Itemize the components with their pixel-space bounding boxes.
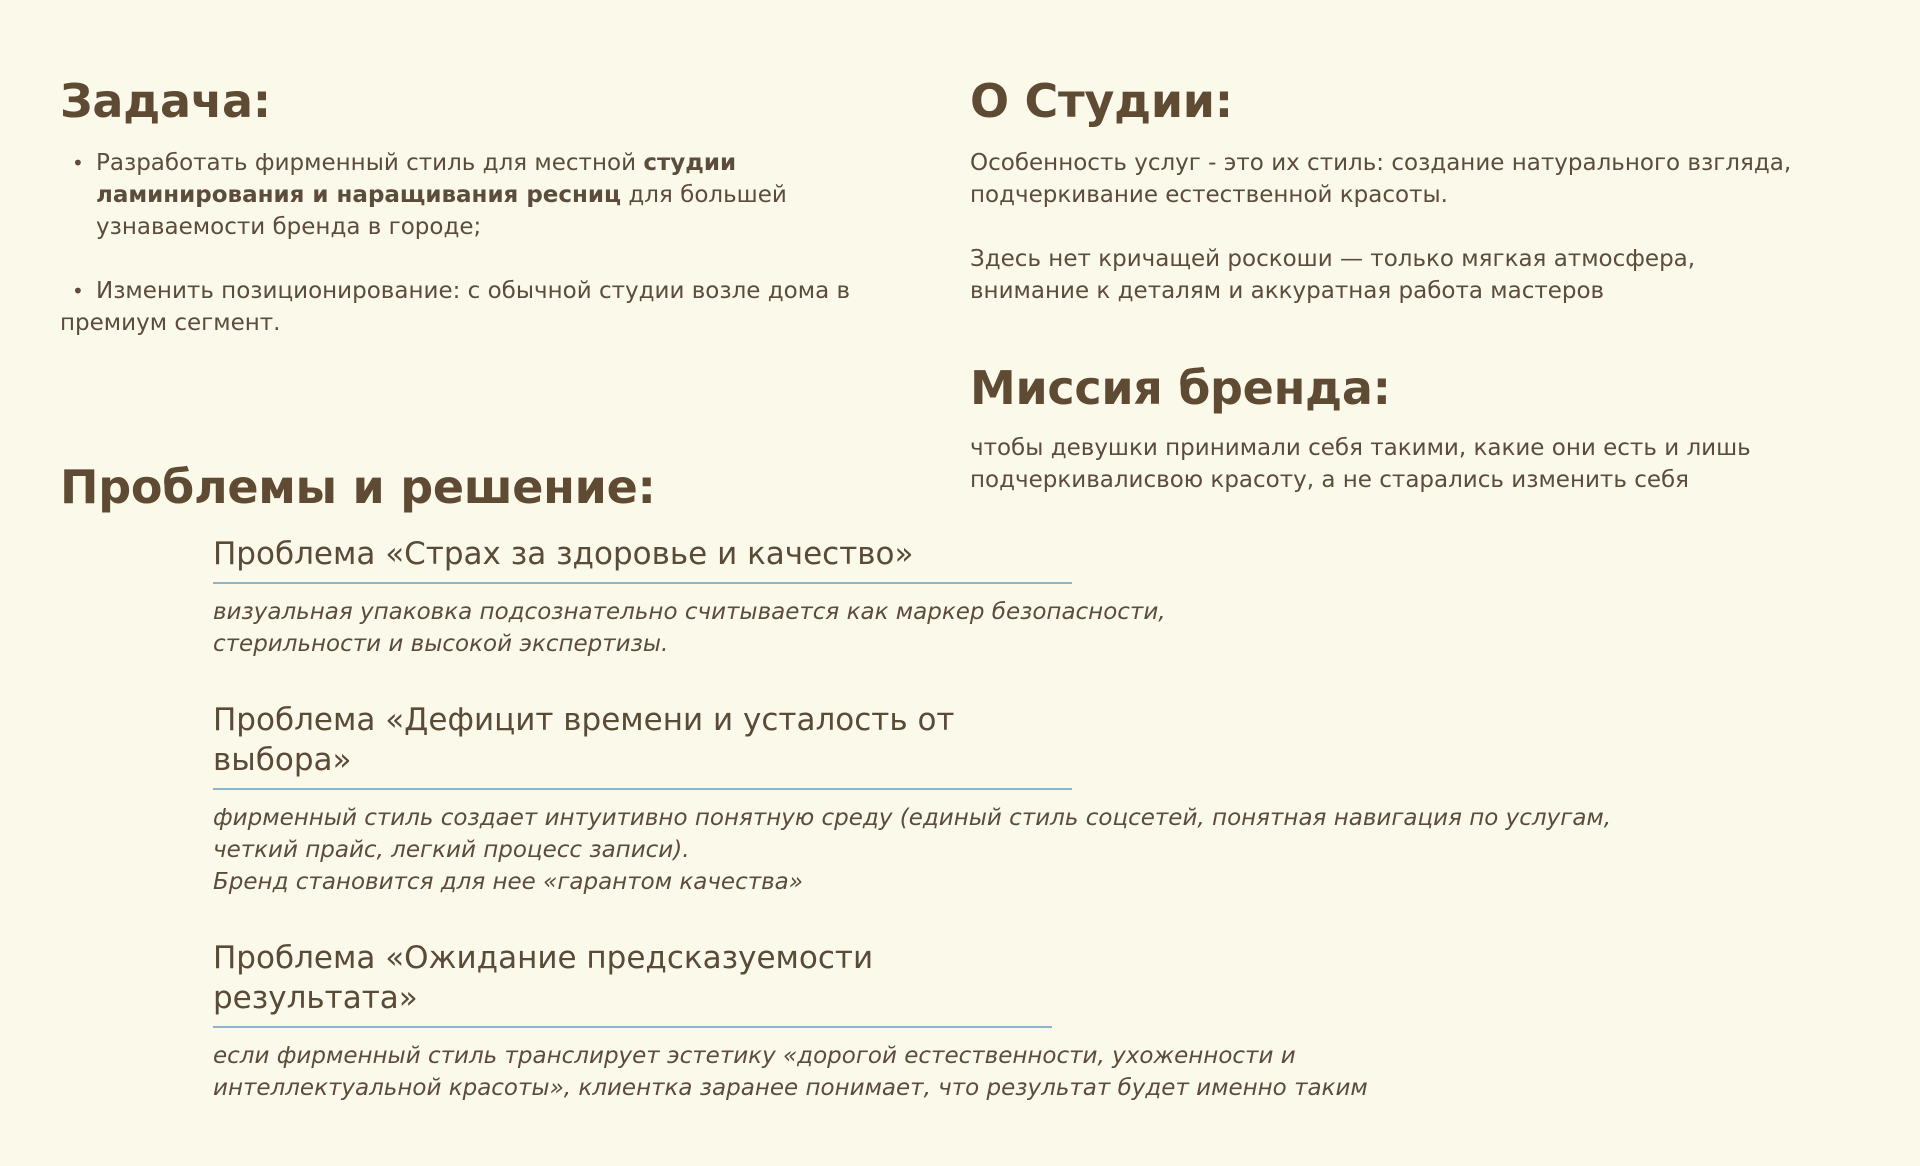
problem-solution-line: Бренд становится для нее «гарантом качества»	[213, 869, 803, 895]
task-bullet-1-bold: студии ламинирования и наращивания ресниц	[96, 149, 737, 208]
problem-item	[213, 700, 1713, 898]
mission-text: чтобы девушки принимали себя такими, какие они есть и лишь подчеркивалисвою красоту, а не старались изменить себя	[970, 434, 1751, 493]
bullet-dot-icon: •	[72, 278, 84, 303]
task-bullet-1	[60, 147, 856, 243]
mission-section	[970, 363, 1870, 496]
problem-solution	[213, 596, 1713, 660]
about-heading: О Студии:	[970, 74, 1233, 128]
task-section	[60, 76, 900, 339]
task-bullet-2-text: Изменить позиционирование: с обычной студии возле дома в премиум сегмент.	[60, 277, 851, 336]
problem-solution	[213, 1040, 1713, 1104]
problem-solution-line: фирменный стиль создает интуитивно понятную среду (единый стиль соцсетей, понятная навигация по услугам,	[213, 805, 1612, 831]
about-paragraph-2: Здесь нет кричащей роскоши — только мягкая атмосфера, внимание к деталям и аккуратная работа мастеров	[970, 245, 1696, 304]
problem-solution-line: стерильности и высокой экспертизы.	[213, 631, 669, 657]
task-bullet-1-text-end: для большей узнаваемости бренда в городе;	[96, 181, 787, 240]
problem-solution-line: четкий прайс, легкий процесс записи).	[213, 837, 690, 863]
problem-solution-line: визуальная упаковка подсознательно считывается как маркер безопасности,	[213, 599, 1166, 625]
about-section	[970, 76, 1870, 307]
problems-list	[213, 534, 1713, 1144]
mission-heading: Миссия бренда:	[970, 361, 1391, 415]
about-paragraph-1: Особенность услуг - это их стиль: создание натурального взгляда, подчеркивание естественной красоты.	[970, 149, 1792, 208]
problems-heading: Проблемы и решение:	[60, 460, 656, 514]
problem-item	[213, 938, 1713, 1104]
problem-solution	[213, 802, 1713, 898]
bullet-dot-icon: •	[72, 150, 84, 175]
problem-solution-line: если фирменный стиль транслирует эстетику «дорогой естественности, ухоженности и	[213, 1043, 1296, 1069]
task-heading: Задача:	[60, 74, 271, 128]
problem-title: Проблема «Дефицит времени и усталость от выбора»	[213, 700, 1072, 790]
task-list	[60, 147, 900, 339]
problem-solution-line: интеллектуальной красоты», клиентка заранее понимает, что результат будет именно таким	[213, 1075, 1368, 1101]
task-bullet-2	[60, 275, 920, 339]
problem-item	[213, 534, 1713, 660]
problem-title: Проблема «Ожидание предсказуемости результата»	[213, 938, 1052, 1028]
task-bullet-1-text: Разработать фирменный стиль для местной	[96, 149, 644, 176]
problem-title: Проблема «Страх за здоровье и качество»	[213, 534, 1072, 584]
